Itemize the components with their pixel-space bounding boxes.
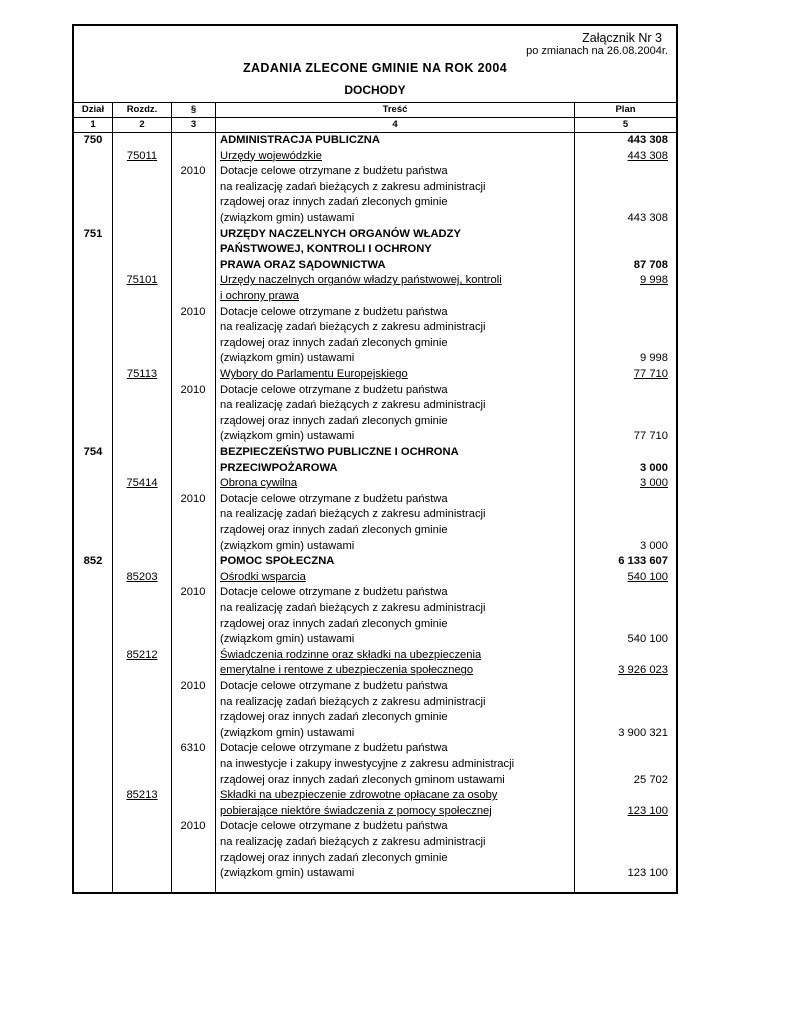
table-row xyxy=(74,851,676,867)
cell-plan: 6 133 607 xyxy=(618,555,668,568)
cell-tresc: (związkom gmin) ustawami xyxy=(220,212,355,224)
table-row xyxy=(74,819,676,835)
table-row xyxy=(74,866,676,882)
cell-plan: 3 000 xyxy=(640,461,668,474)
cell-paragraf: 2010 xyxy=(180,383,206,396)
document-frame xyxy=(72,24,678,894)
cell-tresc: na realizację zadań bieżących z zakresu administracji xyxy=(220,321,486,334)
cell-tresc: Dotacje celowe otrzymane z budżetu państwa xyxy=(220,586,448,599)
cell-tresc: na realizację zadań bieżących z zakresu administracji xyxy=(220,180,486,193)
cell-tresc: Dotacje celowe otrzymane z budżetu państwa xyxy=(220,383,448,396)
table-row xyxy=(74,679,676,695)
column-header-plan: Plan xyxy=(615,104,636,115)
table-row xyxy=(74,663,676,679)
cell-paragraf: 2010 xyxy=(180,305,206,318)
table-row xyxy=(74,211,676,227)
page-title: ZADANIA ZLECONE GMINIE NA ROK 2004 xyxy=(242,61,508,75)
cell-rozdzial: 85203 xyxy=(126,570,158,583)
column-header-rozdz: Rozdz. xyxy=(126,104,158,115)
column-number: 2 xyxy=(139,119,145,130)
table-row xyxy=(74,351,676,367)
cell-tresc: na realizację zadań bieżących z zakresu administracji xyxy=(220,695,486,708)
cell-tresc: na realizację zadań bieżących z zakresu administracji xyxy=(220,602,486,614)
cell-tresc: Urzędy wojewódzkie xyxy=(220,149,322,162)
page-subtitle: DOCHODY xyxy=(344,83,406,97)
cell-dzial: 852 xyxy=(83,555,103,568)
cell-tresc: rządowej oraz innych zadań zleconych gminie xyxy=(220,851,448,864)
table-row xyxy=(74,273,676,289)
cell-tresc: Urzędy naczelnych organów władzy państwowej, kontroli xyxy=(220,274,502,287)
cell-plan: 540 100 xyxy=(627,633,668,646)
cell-tresc: na realizację zadań bieżących z zakresu administracji xyxy=(220,508,486,521)
table-row xyxy=(74,601,676,617)
cell-tresc: (związkom gmin) ustawami xyxy=(220,352,355,365)
table-row xyxy=(74,242,676,258)
cell-tresc: pobierające niektóre świadczenia z pomocy społecznej xyxy=(220,804,492,817)
cell-tresc: PRZECIWPOŻAROWA xyxy=(220,461,338,474)
header-rule-mid xyxy=(74,117,676,118)
table-row xyxy=(74,133,676,149)
cell-plan: 25 702 xyxy=(633,773,668,786)
table-row xyxy=(74,429,676,445)
cell-rozdzial: 85212 xyxy=(126,648,158,661)
cell-plan: 87 708 xyxy=(633,258,668,271)
table-row xyxy=(74,383,676,399)
table-row xyxy=(74,632,676,648)
cell-rozdzial: 75011 xyxy=(126,149,158,162)
cell-tresc: na inwestycje i zakupy inwestycyjne z zakresu administracji xyxy=(220,758,515,770)
cell-tresc: rządowej oraz innych zadań zleconych gminie xyxy=(220,414,448,427)
column-number: 3 xyxy=(190,119,197,130)
cell-tresc: ADMINISTRACJA PUBLICZNA xyxy=(220,134,380,146)
cell-tresc: PRAWA ORAZ SĄDOWNICTWA xyxy=(220,258,386,271)
cell-plan: 443 308 xyxy=(627,134,668,146)
table-row xyxy=(74,149,676,165)
table-row xyxy=(74,695,676,711)
cell-tresc: rządowej oraz innych zadań zleconych gminie xyxy=(220,336,448,349)
cell-paragraf: 6310 xyxy=(180,742,206,755)
cell-tresc: i ochrony prawa xyxy=(220,290,299,302)
cell-dzial: 750 xyxy=(83,134,103,146)
table-row xyxy=(74,648,676,664)
cell-tresc: Dotacje celowe otrzymane z budżetu państwa xyxy=(220,820,448,833)
table-row xyxy=(74,258,676,274)
cell-plan: 9 998 xyxy=(640,352,668,365)
cell-tresc: Obrona cywilna xyxy=(220,477,298,490)
cell-tresc: Dotacje celowe otrzymane z budżetu państwa xyxy=(220,165,448,178)
table-row xyxy=(74,367,676,383)
cell-rozdzial: 75414 xyxy=(126,477,158,490)
update-note: po zmianach na 26.08.2004r. xyxy=(526,45,668,57)
cell-plan: 9 998 xyxy=(640,274,668,287)
cell-dzial: 751 xyxy=(83,227,103,240)
header-rule-top xyxy=(74,102,676,103)
column-header-paragraf: § xyxy=(190,104,197,115)
cell-plan: 443 308 xyxy=(627,149,668,162)
cell-plan: 443 308 xyxy=(627,212,668,224)
cell-plan: 77 710 xyxy=(633,368,668,380)
table-row xyxy=(74,726,676,742)
column-number: 5 xyxy=(622,119,629,130)
column-header-dzial: Dział xyxy=(81,104,105,115)
table-row xyxy=(74,289,676,305)
cell-plan: 3 926 023 xyxy=(618,664,668,677)
table-row xyxy=(74,336,676,352)
cell-rozdzial: 75113 xyxy=(126,368,158,380)
cell-tresc: POMOC SPOŁECZNA xyxy=(220,555,335,568)
table-row xyxy=(74,195,676,211)
table-row xyxy=(74,180,676,196)
table-row xyxy=(74,507,676,523)
cell-tresc: URZĘDY NACZELNYCH ORGANÓW WŁADZY xyxy=(220,227,461,240)
cell-tresc: rządowej oraz innych zadań zleconych gminie xyxy=(220,711,448,724)
cell-tresc: emerytalne i rentowe z ubezpieczenia społecznego xyxy=(220,664,474,677)
cell-tresc: na realizację zadań bieżących z zakresu administracji xyxy=(220,836,486,848)
cell-tresc: Wybory do Parlamentu Europejskiego xyxy=(220,368,408,380)
cell-tresc: Dotacje celowe otrzymane z budżetu państwa xyxy=(220,305,448,318)
table-row xyxy=(74,445,676,461)
table-row xyxy=(74,585,676,601)
cell-tresc: Dotacje celowe otrzymane z budżetu państwa xyxy=(220,492,448,505)
table-row xyxy=(74,476,676,492)
table-row xyxy=(74,554,676,570)
cell-tresc: (związkom gmin) ustawami xyxy=(220,539,355,552)
cell-tresc: Ośrodki wsparcia xyxy=(220,570,306,583)
cell-paragraf: 2010 xyxy=(180,680,206,692)
cell-tresc: (związkom gmin) ustawami xyxy=(220,867,355,880)
cell-tresc: Dotacje celowe otrzymane z budżetu państwa xyxy=(220,680,448,692)
cell-tresc: rządowej oraz innych zadań zleconych gminom ustawami xyxy=(220,773,505,786)
table-row xyxy=(74,773,676,789)
cell-paragraf: 2010 xyxy=(180,165,206,178)
cell-tresc: (związkom gmin) ustawami xyxy=(220,430,355,443)
cell-tresc: (związkom gmin) ustawami xyxy=(220,726,355,739)
cell-tresc: Świadczenia rodzinne oraz składki na ubezpieczenia xyxy=(220,648,482,661)
cell-tresc: na realizację zadań bieżących z zakresu administracji xyxy=(220,399,486,412)
column-number: 1 xyxy=(90,119,96,130)
table-row xyxy=(74,164,676,180)
table-row xyxy=(74,523,676,539)
table-row xyxy=(74,570,676,586)
cell-plan: 3 000 xyxy=(640,539,668,552)
cell-rozdzial: 75101 xyxy=(126,274,158,287)
table-row xyxy=(74,788,676,804)
cell-tresc: rządowej oraz innych zadań zleconych gminie xyxy=(220,524,448,536)
annex-label: Załącznik Nr 3 xyxy=(582,31,662,45)
column-header-tresc: Treść xyxy=(382,104,408,115)
table-row xyxy=(74,320,676,336)
table-row xyxy=(74,539,676,555)
cell-paragraf: 2010 xyxy=(180,820,206,833)
cell-plan: 3 900 321 xyxy=(618,726,668,739)
table-row xyxy=(74,710,676,726)
table-row xyxy=(74,305,676,321)
table-row xyxy=(74,398,676,414)
table-row xyxy=(74,835,676,851)
cell-rozdzial: 85213 xyxy=(126,789,158,802)
cell-paragraf: 2010 xyxy=(180,586,206,599)
cell-plan: 123 100 xyxy=(627,867,668,880)
cell-tresc: rządowej oraz innych zadań zleconych gminie xyxy=(220,617,448,630)
cell-dzial: 754 xyxy=(83,446,103,458)
cell-plan: 3 000 xyxy=(640,477,668,490)
table-row xyxy=(74,414,676,430)
cell-tresc: Dotacje celowe otrzymane z budżetu państwa xyxy=(220,742,448,755)
cell-tresc: (związkom gmin) ustawami xyxy=(220,633,355,646)
cell-paragraf: 2010 xyxy=(180,492,206,505)
table-row xyxy=(74,757,676,773)
cell-tresc: rządowej oraz innych zadań zleconych gminie xyxy=(220,196,448,209)
cell-plan: 540 100 xyxy=(627,570,668,583)
table-row xyxy=(74,461,676,477)
table-row xyxy=(74,227,676,243)
table-row xyxy=(74,804,676,820)
cell-tresc: Składki na ubezpieczenie zdrowotne opłacane za osoby xyxy=(220,789,498,802)
table-row xyxy=(74,492,676,508)
column-number: 4 xyxy=(392,119,398,130)
cell-tresc: PAŃSTWOWEJ, KONTROLI I OCHRONY xyxy=(220,243,432,256)
table-row xyxy=(74,741,676,757)
cell-plan: 77 710 xyxy=(633,430,668,443)
cell-tresc: BEZPIECZEŃSTWO PUBLICZNE I OCHRONA xyxy=(220,446,459,458)
table-row xyxy=(74,617,676,633)
cell-plan: 123 100 xyxy=(627,804,668,817)
